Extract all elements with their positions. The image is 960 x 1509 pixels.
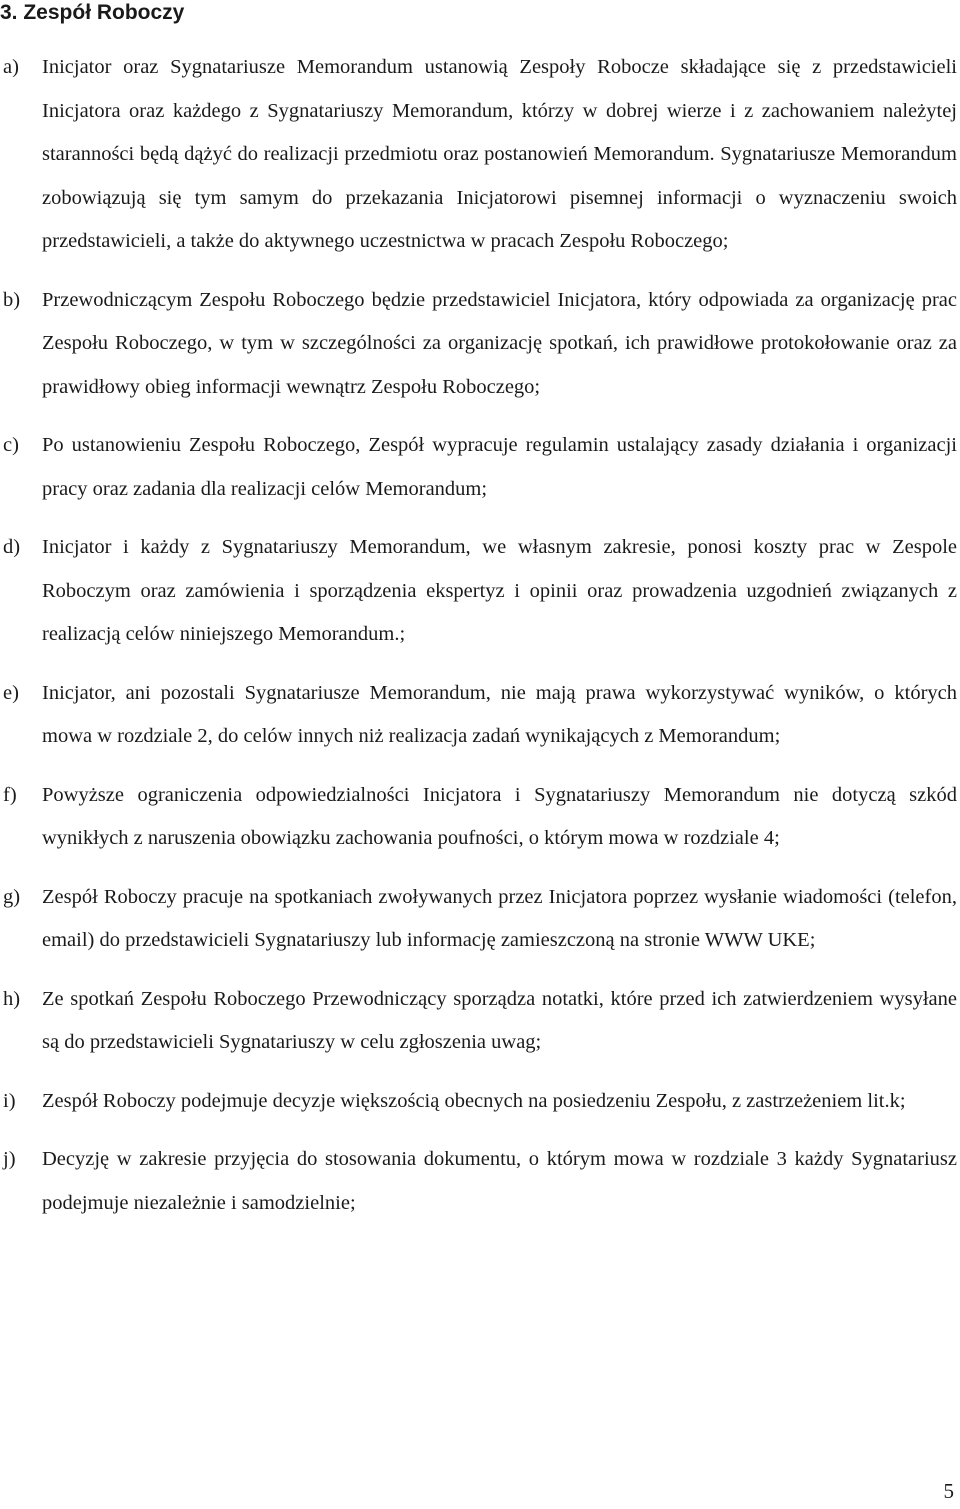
item-text: Inicjator i każdy z Sygnatariuszy Memorandum, we własnym zakresie, ponosi koszty prac w Zespole Roboczym oraz zamówienia i sporządzenia ekspertyz i opinii oraz prowadzenia uzgodnień związanych z realizacją celów niniejszego Memorandum.;: [42, 536, 957, 645]
item-text: Inicjator oraz Sygnatariusze Memorandum ustanowią Zespoły Robocze składające się z przedstawicieli Inicjatora oraz każdego z Sygnatariuszy Memorandum, którzy w dobrej wierze i z zachowaniem należytej staranności będą dążyć do realizacji przedmiotu oraz postanowień Memorandum. Sygnatariusze Memorandum zobowiązują się tym samym do przekazania Inicjatorowi pisemnej informacji o wyznaczeniu swoich przedstawicieli, a także do aktywnego uczestnictwa w pracach Zespołu Roboczego;: [42, 56, 957, 252]
list-item-d: [0, 526, 957, 657]
item-marker: h): [3, 987, 21, 1010]
list-item-f: [0, 774, 957, 861]
item-text: Po ustanowieniu Zespołu Roboczego, Zespół wypracuje regulamin ustalający zasady działania i organizacji pracy oraz zadania dla realizacji celów Memorandum;: [42, 434, 957, 500]
section-heading: 3. Zespół Roboczy: [0, 1, 185, 24]
list-item-e: [0, 672, 957, 759]
item-marker: g): [3, 885, 21, 908]
list-item-g: [0, 876, 957, 963]
item-text: Decyzję w zakresie przyjęcia do stosowania dokumentu, o którym mowa w rozdziale 3 każdy Sygnatariusz podejmuje niezależnie i samodzielnie;: [42, 1148, 957, 1214]
item-text: Ze spotkań Zespołu Roboczego Przewodniczący sporządza notatki, które przed ich zatwierdzeniem wysyłane są do przedstawicieli Sygnatariuszy w celu zgłoszenia uwag;: [42, 987, 957, 1053]
list-item-j: [0, 1138, 957, 1225]
item-marker: j): [3, 1148, 16, 1170]
list-item-c: [0, 424, 957, 511]
item-text: Zespół Roboczy pracuje na spotkaniach zwoływanych przez Inicjatora poprzez wysłanie wiadomości (telefon, email) do przedstawicieli Sygnatariuszy lub informację zamieszczoną na stronie WWW UKE;: [42, 885, 957, 951]
item-marker: c): [3, 434, 19, 456]
item-text: Zespół Roboczy podejmuje decyzje większością obecnych na posiedzeniu Zespołu, z zastrzeżeniem lit.k;: [42, 1089, 906, 1112]
item-text: Przewodniczącym Zespołu Roboczego będzie przedstawiciel Inicjatora, który odpowiada za organizację prac Zespołu Roboczego, w tym w szczególności za organizację spotkań, ich prawidłowe protokołowanie oraz za prawidłowy obieg informacji wewnątrz Zespołu Roboczego;: [42, 288, 957, 398]
item-marker: i): [3, 1089, 16, 1112]
item-marker: d): [3, 536, 21, 558]
list-item-h: [0, 978, 957, 1065]
item-marker: b): [3, 288, 21, 311]
item-marker: f): [3, 783, 17, 806]
list-item-a: [0, 46, 957, 264]
item-list: [0, 46, 957, 1240]
list-item-b: [0, 279, 957, 410]
page-number: 5: [943, 1479, 954, 1503]
item-text: Inicjator, ani pozostali Sygnatariusze Memorandum, nie mają prawa wykorzystywać wyników, o których mowa w rozdziale 2, do celów innych niż realizacja zadań wynikających z Memorandum;: [42, 681, 957, 747]
item-text: Powyższe ograniczenia odpowiedzialności Inicjatora i Sygnatariuszy Memorandum nie dotyczą szkód wynikłych z naruszenia obowiązku zachowania poufności, o którym mowa w rozdziale 4;: [42, 783, 957, 849]
item-marker: a): [3, 56, 19, 78]
list-item-i: [0, 1080, 957, 1124]
item-marker: e): [3, 681, 19, 704]
